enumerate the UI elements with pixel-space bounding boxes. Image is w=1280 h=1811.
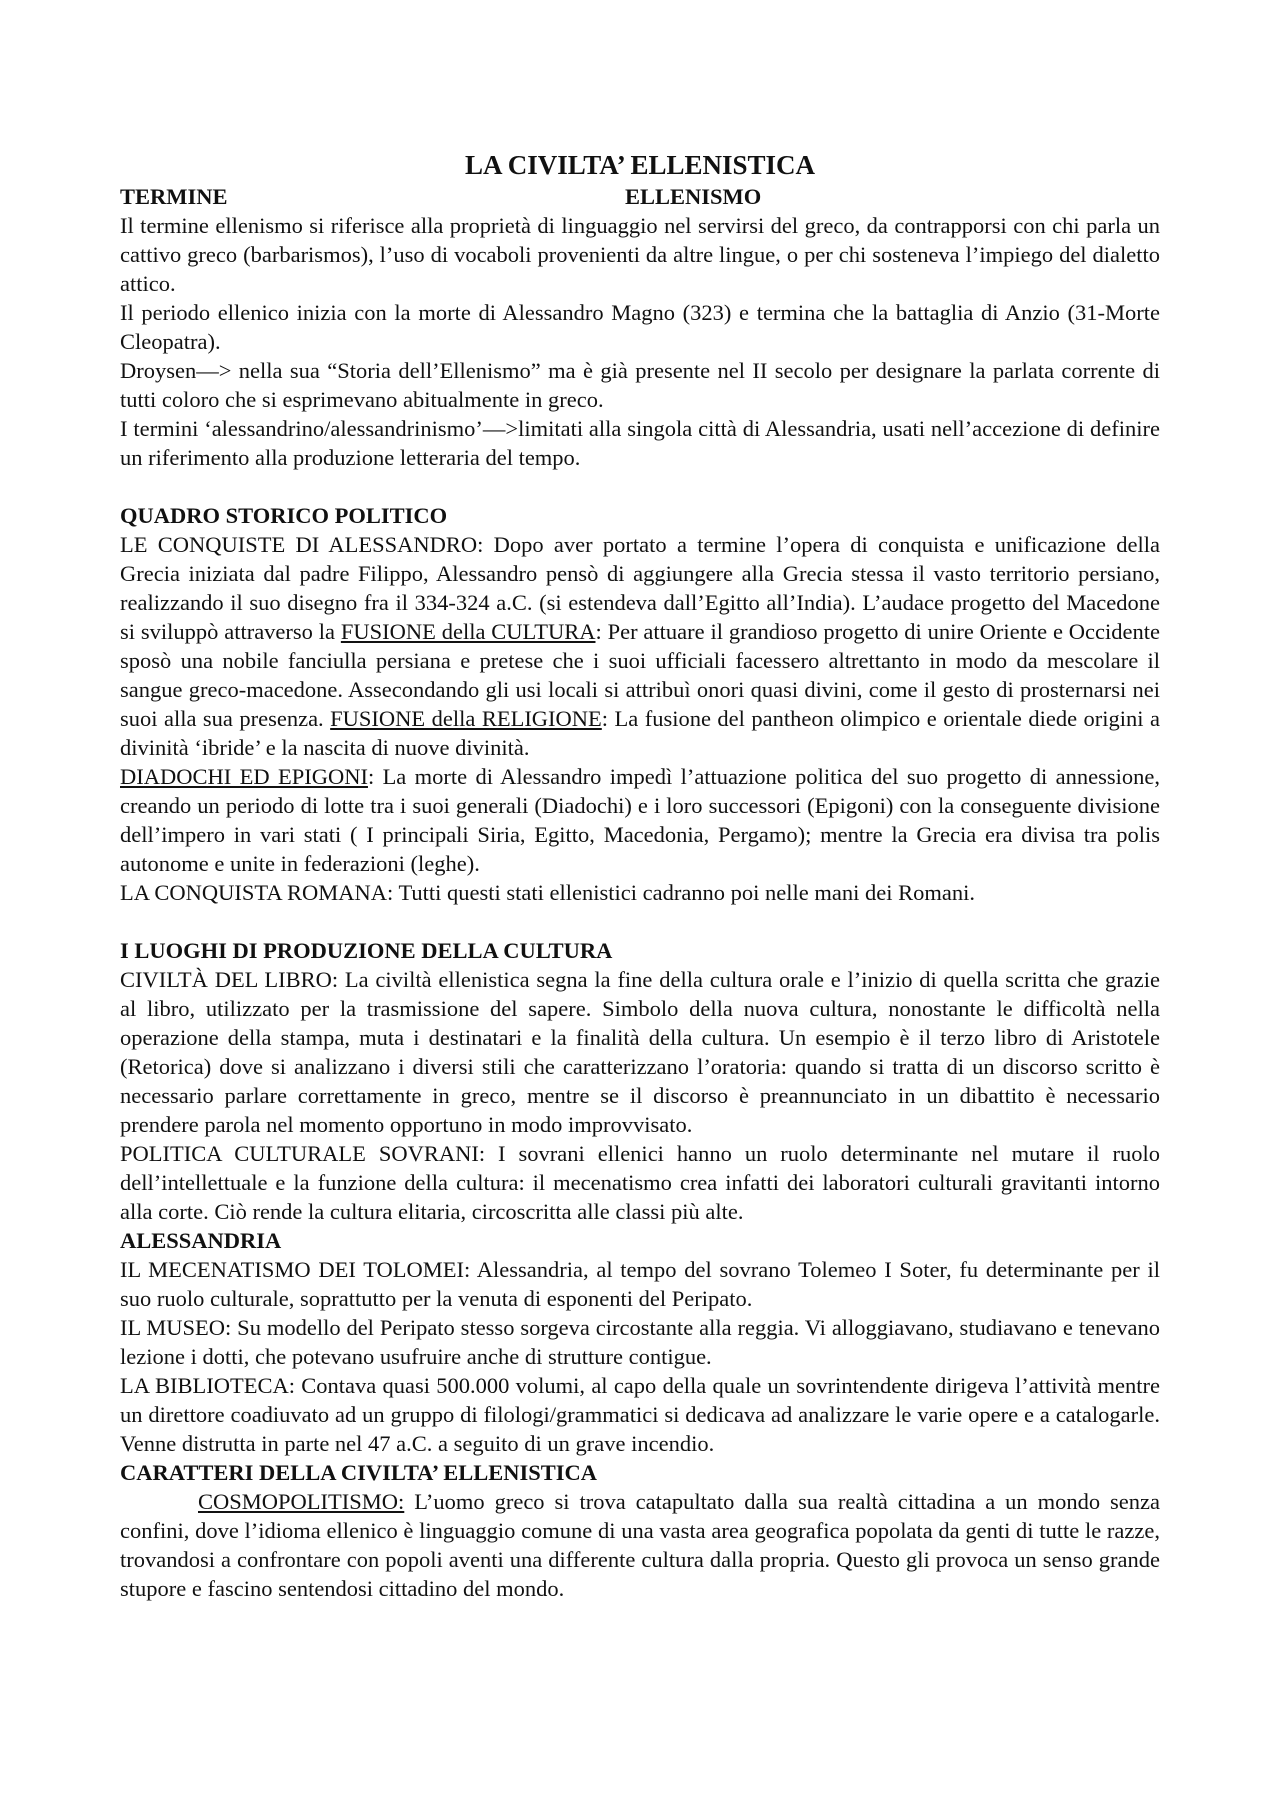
paragraph-politica-culturale: POLITICA CULTURALE SOVRANI: I sovrani ellenici hanno un ruolo determinante nel mutare il ruolo dell’intellettuale e la funzione della cultura: il mecenatismo crea infatti dei laboratori culturali gravitanti intorno alla corte. Ciò rende la cultura elitaria, circoscritta alle classi più alte. (120, 1141, 1160, 1224)
paragraph-conquiste (120, 530, 1160, 762)
underlined-cosmopolitismo: COSMOPOLITISMO: (198, 1489, 405, 1514)
spacer (120, 907, 1160, 936)
paragraph-conquista-romana: LA CONQUISTA ROMANA: Tutti questi stati ellenistici cadranno poi nelle mani dei Romani. (120, 880, 976, 905)
text-diadochi: : La morte di Alessandro impedì l’attuazione politica del suo progetto di annessione, creando un periodo di lotte tra i suoi generali (Diadochi) e i loro successori (Epigoni) con la conseguente divisione dell’impero in vari stati ( I principali Siria, Egitto, Macedonia, Pergamo); mentre la Grecia era divisa tra polis autonome e unite in federazioni (leghe). (120, 764, 1160, 876)
underlined-diadochi: DIADOCHI ED EPIGONI (120, 764, 368, 789)
paragraph-alessandrino: I termini ‘alessandrino/alessandrinismo’—>limitati alla singola città di Alessandria, usati nell’accezione di definire un riferimento alla produzione letteraria del tempo. (120, 416, 1160, 470)
underlined-fusione-religione: FUSIONE della RELIGIONE (330, 706, 602, 731)
heading-caratteri: CARATTERI DELLA CIVILTA’ ELLENISTICA (120, 1460, 598, 1485)
spacer (120, 472, 1160, 501)
term-label: TERMINE (120, 184, 228, 209)
paragraph-diadochi (120, 762, 1160, 878)
text-conquiste-b: : Per attuare il grandioso progetto di unire Oriente e Occidente sposò una nobile fanciulla persiana e pretese che i suoi ufficiali facessero altrettanto in modo da mescolare il sangue greco-macedone. Assecondando gli usi locali si attribuì onori quasi divini, come il gesto di prosternarsi nei suoi alla sua presenza. (120, 619, 1161, 731)
paragraph-museo: IL MUSEO: Su modello del Peripato stesso sorgeva circostante alla reggia. Vi alloggiavano, studiavano e tenevano lezione i dotti, che potevano usufruire anche di strutture contigue. (120, 1315, 1160, 1369)
paragraph-mecenatismo: IL MECENATISMO DEI TOLOMEI: Alessandria, al tempo del sovrano Tolemeo I Soter, fu determinante per il suo ruolo culturale, soprattutto per la venuta di esponenti del Peripato. (120, 1257, 1160, 1311)
paragraph-biblioteca: LA BIBLIOTECA: Contava quasi 500.000 volumi, al capo della quale un sovrintendente dirigeva l’attività mentre un direttore coadiuvato ad un gruppo di filologi/grammatici si dedicava ad analizzare le varie opere e a catalogarle. Venne distrutta in parte nel 47 a.C. a seguito di un grave incendio. (120, 1373, 1160, 1456)
heading-quadro-storico: QUADRO STORICO POLITICO (120, 503, 448, 528)
paragraph-ellenismo-definition: Il termine ellenismo si riferisce alla proprietà di linguaggio nel servirsi del greco, da contrapporsi con chi parla un cattivo greco (barbarismos), l’uso di vocaboli provenienti da altre lingue, o per chi sosteneva l’impiego del dialetto attico. (120, 213, 1160, 296)
heading-alessandria: ALESSANDRIA (120, 1228, 282, 1253)
document-title: LA CIVILTA’ ELLENISTICA (464, 150, 816, 180)
paragraph-cosmopolitismo (120, 1487, 1160, 1603)
paragraph-droysen: Droysen—> nella sua “Storia dell’Ellenismo” ma è già presente nel II secolo per designare la parlata corrente di tutti coloro che si esprimevano abitualmente in greco. (120, 358, 1160, 412)
text-cosmopolitismo: L’uomo greco si trova catapultato dalla sua realtà cittadina a un mondo senza confini, dove l’idioma ellenico è linguaggio comune di una vasta area geografica popolata da genti di tutte le razze, trovandosi a confrontare con popoli aventi una differente cultura dalla propria. Questo gli provoca un senso grande stupore e fascino sentendosi cittadino del mondo. (120, 1489, 1160, 1601)
text-conquiste-a: LE CONQUISTE DI ALESSANDRO: Dopo aver portato a termine l’opera di conquista e unificazione della Grecia iniziata dal padre Filippo, Alessandro pensò di aggiungere alla Grecia stessa il vasto territorio persiano, realizzando il suo disegno fra il 334-324 a.C. (si estendeva dall’Egitto all’India). L’audace progetto del Macedone si sviluppò attraverso la (120, 532, 1160, 644)
heading-luoghi-produzione: I LUOGHI DI PRODUZIONE DELLA CULTURA (120, 938, 613, 963)
term-value: ELLENISMO (625, 184, 762, 209)
paragraph-civilta-libro: CIVILTÀ DEL LIBRO: La civiltà ellenistica segna la fine della cultura orale e l’inizio di quella scritta che grazie al libro, utilizzato per la trasmissione del sapere. Simbolo della nuova cultura, nonostante le difficoltà nella operazione della stampa, muta i destinatari e la finalità della cultura. Un esempio è il terzo libro di Aristotele (Retorica) dove si analizzano i diversi stili che caratterizzano l’oratoria: quando si tratta di un discorso scritto è necessario parlare correttamente in greco, mentre se il discorso è preannunciato in un dibattito è necessario prendere parola nel momento opportuno in modo improvvisato. (120, 967, 1160, 1137)
term-heading-row (120, 182, 1160, 211)
document-page (120, 148, 1160, 1603)
text-conquiste-c: : La fusione del pantheon olimpico e orientale diede origini a divinità ‘ibride’ e la nascita di nuove divinità. (120, 706, 1160, 760)
paragraph-periodo: Il periodo ellenico inizia con la morte di Alessandro Magno (323) e termina che la battaglia di Anzio (31-Morte Cleopatra). (120, 300, 1160, 354)
underlined-fusione-cultura: FUSIONE della CULTURA (340, 619, 596, 644)
